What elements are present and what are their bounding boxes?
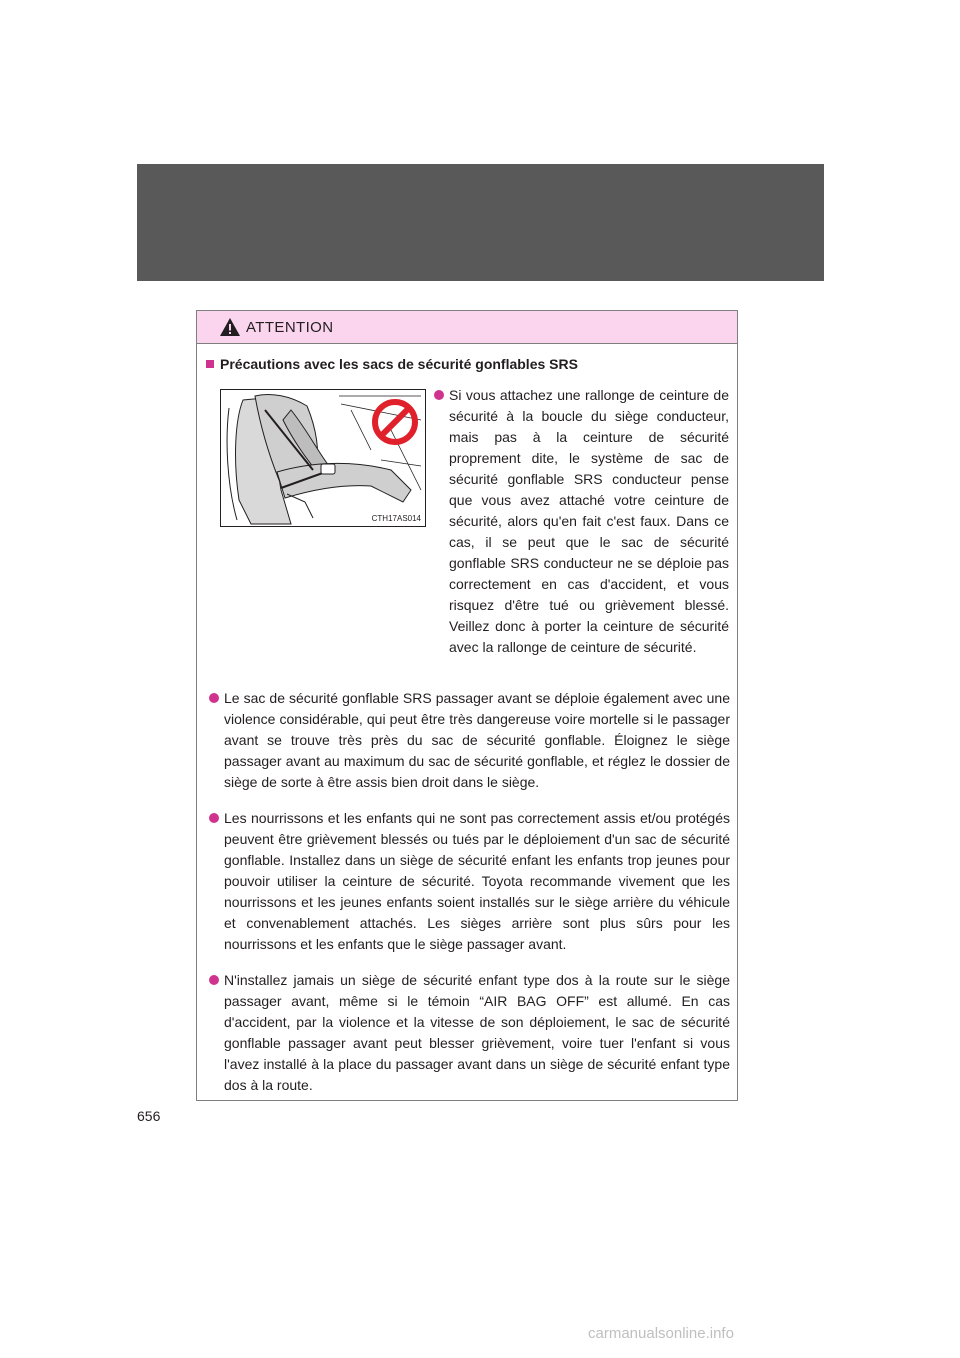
prohibited-sign-icon: [371, 398, 419, 446]
square-bullet-icon: [206, 360, 214, 368]
bullet-dot-icon: [209, 813, 219, 823]
list-item: [209, 688, 730, 793]
illustration: [220, 389, 426, 527]
list-item: [209, 970, 730, 1096]
bullet-text: Le sac de sécurité gonflable SRS passager avant se déploie également avec une violence considérable, qui peut être très dangereuse voire mortelle si le passager avant se trouve très près du sac de sécurité gonflable. Éloignez le siège passager avant au maximum du sac de sécurité gonflable, et réglez le dossier de siège de sorte à être assis bien droit dans le siège.: [224, 690, 730, 790]
bullet-text: N'installez jamais un siège de sécurité enfant type dos à la route sur le siège passager avant, même si le témoin “AIR BAG OFF” est allumé. En cas d'accident, par la violence et la vitesse de son déploiement, le sac de sécurité gonflable passager avant peut blesser grièvement, voire tuer l'enfant si vous l'avez installé à la place du passager avant dans un siège de sécurité enfant type dos à la route.: [224, 972, 730, 1093]
page-number: 656: [137, 1108, 161, 1124]
figure-code: CTH17AS014: [371, 514, 421, 523]
section-title-text: Précautions avec les sacs de sécurité gonflables SRS: [220, 356, 578, 372]
bullet-text: Les nourrissons et les enfants qui ne sont pas correctement assis et/ou protégés peuvent être grièvement blessés ou tués par le déploiement d'un sac de sécurité gonflable. Installez dans un siège de sécurité enfant les enfants trop jeunes pour pouvoir utiliser la ceinture de sécurité. Toyota recommande vivement que les nourrissons et les jeunes enfants soient installés sur le siège arrière du véhicule et convenablement attachés. Les sièges arrière sont plus sûrs pour les nourrissons et les enfants que le siège passager avant.: [224, 810, 730, 952]
attention-header: [197, 311, 737, 344]
watermark: carmanualsonline.info: [588, 1325, 734, 1342]
attention-box: [196, 310, 738, 1101]
section-title: [206, 356, 578, 372]
header-band: [137, 164, 824, 281]
list-item: [209, 808, 730, 955]
list-item: [434, 385, 729, 658]
bullet-dot-icon: [209, 975, 219, 985]
bullet-dot-icon: [209, 693, 219, 703]
bullet-dot-icon: [434, 390, 444, 400]
bullet-text: Si vous attachez une rallonge de ceinture de sécurité à la boucle du siège conducteur, mais pas à la ceinture de sécurité proprement dite, le système de sac de sécurité gonflable SRS conducteur pense que vous avez attaché votre ceinture de sécurité, alors qu'en fait c'est faux. Dans ce cas, il se peut que le sac de sécurité gonflable SRS conducteur ne se déploie pas correctement en cas d'accident, et vous risquez d'être tué ou grièvement blessé. Veillez donc à porter la ceinture de sécurité avec la rallonge de ceinture de sécurité.: [449, 387, 729, 655]
warning-triangle-icon: [219, 317, 241, 337]
attention-title: ATTENTION: [246, 318, 334, 336]
